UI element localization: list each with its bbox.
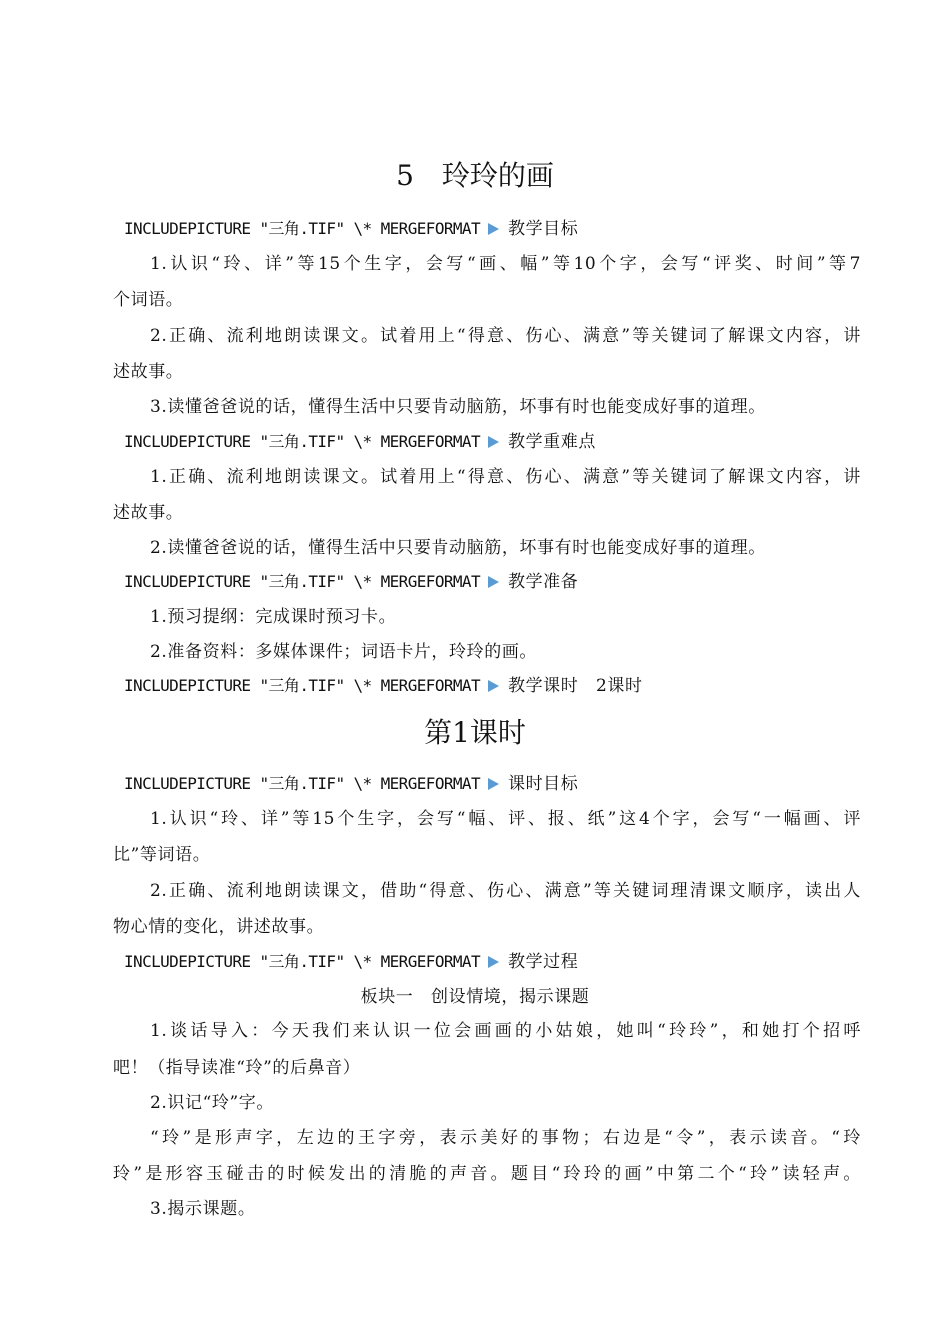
paragraph-line: 1.正确、流利地朗读课文。试着用上“得意、伤心、满意”等关键词了解课文内容，讲 bbox=[150, 467, 861, 487]
triangle-bullet-icon bbox=[488, 576, 499, 588]
heading-label: 教学准备 bbox=[507, 572, 579, 592]
paragraph-line: 3.揭示课题。 bbox=[150, 1199, 256, 1219]
field-code: INCLUDEPICTURE "三角.TIF" \* MERGEFORMAT bbox=[124, 774, 480, 793]
paragraph-line: 1.认识“玲、详”等15个生字，会写“幅、评、报、纸”这4个字，会写“一幅画、评 bbox=[150, 809, 861, 829]
paragraph-line: 物心情的变化，讲述故事。 bbox=[113, 917, 325, 937]
section-heading-key-points bbox=[124, 430, 861, 454]
triangle-bullet-icon bbox=[488, 223, 499, 235]
heading-label: 教学课时 2课时 bbox=[507, 676, 643, 696]
section-heading-lesson-goals bbox=[124, 772, 861, 796]
paragraph-line: 述故事。 bbox=[113, 362, 184, 382]
section-heading-process bbox=[124, 950, 861, 974]
paragraph-line: 1.谈话导入：今天我们来认识一位会画画的小姑娘，她叫“玲玲”，和她打个招呼 bbox=[150, 1021, 861, 1041]
heading-label: 教学重难点 bbox=[507, 432, 596, 452]
paragraph-line: 1.预习提纲：完成课时预习卡。 bbox=[150, 607, 397, 627]
paragraph-line: 2.识记“玲”字。 bbox=[150, 1093, 275, 1113]
field-code: INCLUDEPICTURE "三角.TIF" \* MERGEFORMAT bbox=[124, 432, 480, 451]
paragraph-line: 2.正确、流利地朗读课文。试着用上“得意、伤心、满意”等关键词了解课文内容，讲 bbox=[150, 326, 861, 346]
paragraph-line: “玲”是形声字，左边的王字旁，表示美好的事物；右边是“令”，表示读音。“玲 bbox=[150, 1128, 861, 1148]
section-heading-preparation bbox=[124, 570, 861, 594]
paragraph-line: 2.读懂爸爸说的话，懂得生活中只要肯动脑筋，坏事有时也能变成好事的道理。 bbox=[150, 538, 766, 558]
heading-label: 课时目标 bbox=[507, 774, 579, 794]
paragraph-line: 2.准备资料：多媒体课件；词语卡片，玲玲的画。 bbox=[150, 642, 538, 662]
triangle-bullet-icon bbox=[488, 436, 499, 448]
paragraph-line: 玲”是形容玉碰击的时候发出的清脆的声音。题目“玲玲的画”中第二个“玲”读轻声。 bbox=[113, 1164, 861, 1184]
field-code: INCLUDEPICTURE "三角.TIF" \* MERGEFORMAT bbox=[124, 952, 480, 971]
block-heading: 板块一 创设情境，揭示课题 bbox=[360, 987, 590, 1007]
field-code: INCLUDEPICTURE "三角.TIF" \* MERGEFORMAT bbox=[124, 219, 480, 238]
paragraph-line: 2.正确、流利地朗读课文，借助“得意、伤心、满意”等关键词理清课文顺序，读出人 bbox=[150, 881, 861, 901]
lesson1-title: 第1课时 bbox=[424, 716, 526, 749]
triangle-bullet-icon bbox=[488, 680, 499, 692]
section-heading-goals bbox=[124, 217, 861, 241]
triangle-bullet-icon bbox=[488, 956, 499, 968]
field-code: INCLUDEPICTURE "三角.TIF" \* MERGEFORMAT bbox=[124, 572, 480, 591]
heading-label: 教学过程 bbox=[507, 952, 579, 972]
triangle-bullet-icon bbox=[488, 778, 499, 790]
paragraph-line: 吧！（指导读准“玲”的后鼻音） bbox=[113, 1058, 361, 1078]
paragraph-line: 比”等词语。 bbox=[113, 845, 211, 865]
paragraph-line: 述故事。 bbox=[113, 503, 184, 523]
section-heading-hours bbox=[124, 674, 861, 698]
lesson-title: 5 玲玲的画 bbox=[396, 159, 554, 192]
paragraph-line: 个词语。 bbox=[113, 290, 184, 310]
paragraph-line: 1.认识“玲、详”等15个生字，会写“画、幅”等10个字，会写“评奖、时间”等7 bbox=[150, 254, 861, 274]
paragraph-line: 3.读懂爸爸说的话，懂得生活中只要肯动脑筋，坏事有时也能变成好事的道理。 bbox=[150, 397, 766, 417]
heading-label: 教学目标 bbox=[507, 219, 579, 239]
field-code: INCLUDEPICTURE "三角.TIF" \* MERGEFORMAT bbox=[124, 676, 480, 695]
